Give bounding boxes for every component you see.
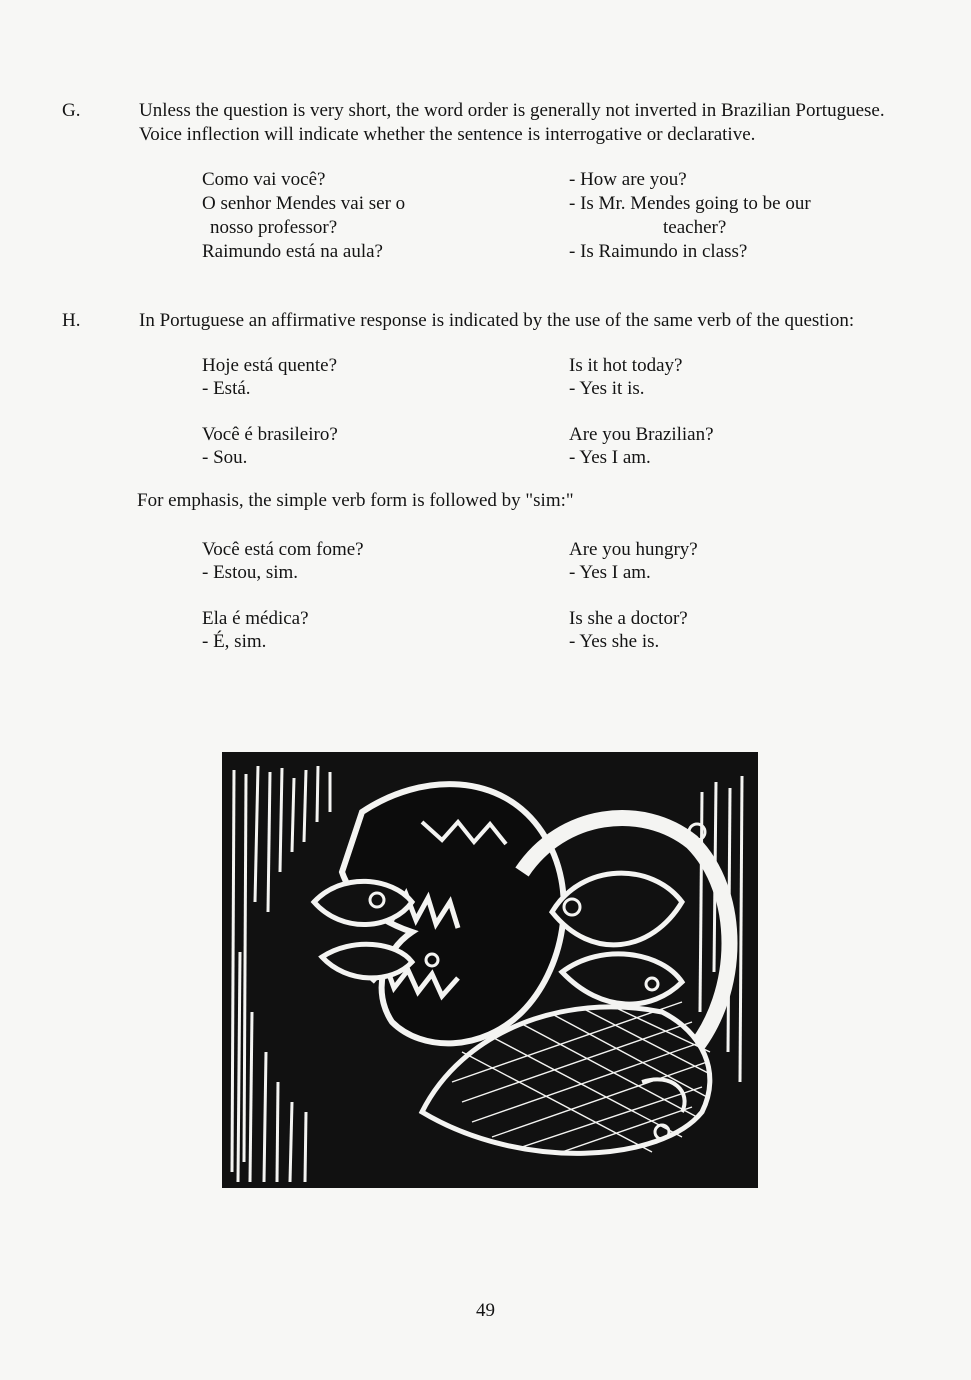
example-pt-line: - Sou. xyxy=(202,447,248,468)
example-en-line: Are you hungry? xyxy=(569,539,698,560)
section-letter-g: G. xyxy=(62,100,81,121)
example-en-line: - Yes I am. xyxy=(569,562,651,583)
example-en-line: Is she a doctor? xyxy=(569,608,688,629)
example-pt-line: Como vai você? xyxy=(202,169,326,190)
example-en-line: teacher? xyxy=(663,217,727,238)
example-en-line: Is it hot today? xyxy=(569,355,683,376)
example-pt-line: Você está com fome? xyxy=(202,539,364,560)
example-en-line: Are you Brazilian? xyxy=(569,424,714,445)
example-pt-line: - Está. xyxy=(202,378,251,399)
example-en-line: - Is Raimundo in class? xyxy=(569,241,748,262)
example-pt-line: Ela é médica? xyxy=(202,608,309,629)
example-pt-line: O senhor Mendes vai ser o xyxy=(202,193,406,214)
woodcut-fish-illustration xyxy=(222,752,758,1188)
section-h-paragraph: In Portuguese an affirmative response is indicated by the use of the same verb of the question: xyxy=(139,310,855,331)
example-en-line: - Is Mr. Mendes going to be our xyxy=(569,193,811,214)
example-pt-line: Raimundo está na aula? xyxy=(202,241,383,262)
example-pt-line: - Estou, sim. xyxy=(202,562,299,583)
example-pt-line: Hoje está quente? xyxy=(202,355,338,376)
emphasis-note: For emphasis, the simple verb form is followed by "sim:" xyxy=(137,490,574,511)
example-pt-line: Você é brasileiro? xyxy=(202,424,338,445)
example-pt-line: - É, sim. xyxy=(202,631,267,652)
example-en-line: - Yes she is. xyxy=(569,631,660,652)
page-number: 49 xyxy=(476,1300,495,1321)
section-g-paragraph: Unless the question is very short, the word order is generally not inverted in Brazilian Portuguese. Voice inflection will indicate whether the sentence is interrogative or declarative. xyxy=(139,100,885,145)
section-letter-h: H. xyxy=(62,310,81,331)
example-en-line: - How are you? xyxy=(569,169,687,190)
example-en-line: - Yes I am. xyxy=(569,447,651,468)
example-pt-line: nosso professor? xyxy=(210,217,338,238)
example-en-line: - Yes it is. xyxy=(569,378,645,399)
